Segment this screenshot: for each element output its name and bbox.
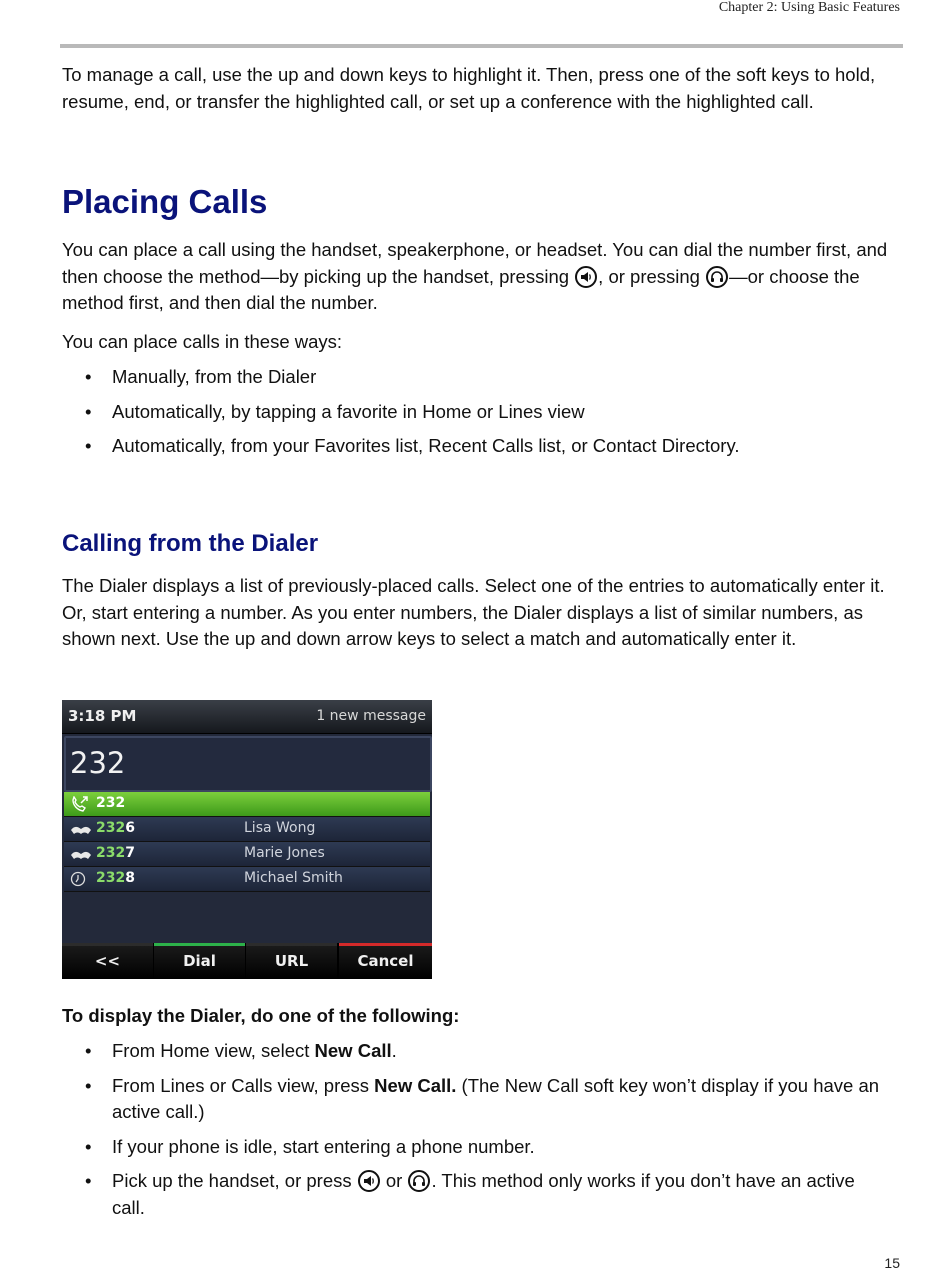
placing-calls-paragraph: You can place a call using the handset, speakerphone, or headset. You can dial the number first, and then choose the method—by picking up the handset, pressing , or pressing —or choose the method first, and then dial the number. <box>62 239 888 313</box>
ways-list <box>85 364 885 460</box>
speakerphone-key-icon <box>358 1170 380 1192</box>
dialer-match-row[interactable]: 2327 Marie Jones <box>64 842 430 867</box>
list-item: • If your phone is idle, start entering a phone number. <box>85 1135 535 1157</box>
dial-entry-value: 232 <box>70 746 126 780</box>
dialer-description: The Dialer displays a list of previously-placed calls. Select one of the entries to automatically enter it. Or, start entering a number. As you enter numbers, the Dialer displays a list of similar numbers, as shown next. Use the up and down arrow keys to select a match and automatically enter it. <box>62 575 885 649</box>
page-number: 15 <box>884 1255 900 1271</box>
placing-calls-heading: Placing Calls <box>62 183 268 220</box>
headset-key-icon <box>706 266 728 288</box>
speakerphone-key-icon <box>575 266 597 288</box>
headset-key-icon <box>408 1170 430 1192</box>
dial-entry-field[interactable] <box>64 736 432 792</box>
intro-paragraph: To manage a call, use the up and down keys to highlight it. Then, press one of the soft keys to hold, resume, end, or transfer the highlighted call, or set up a conference with the highlighted call. <box>62 64 876 112</box>
dialer-match-row[interactable]: 232 <box>64 792 430 817</box>
status-bar <box>62 700 432 734</box>
url-softkey[interactable]: URL <box>246 943 337 979</box>
calling-from-dialer-heading: Calling from the Dialer <box>62 530 319 557</box>
dialer-steps-list <box>85 1038 885 1221</box>
clock-icon <box>70 871 88 891</box>
chapter-header: Chapter 2: Using Basic Features <box>718 0 900 15</box>
status-time: 3:18 PM <box>68 707 137 725</box>
back-softkey[interactable]: << <box>62 943 153 979</box>
contact-book-icon <box>70 846 92 865</box>
header-divider <box>60 44 903 48</box>
cancel-softkey[interactable]: Cancel <box>339 943 432 979</box>
dial-softkey[interactable]: Dial <box>154 943 245 979</box>
softkey-bar <box>62 943 432 979</box>
list-item: • Automatically, from your Favorites list, Recent Calls list, or Contact Directory. <box>85 435 740 456</box>
dialer-screenshot <box>62 700 432 979</box>
list-item: • Pick up the handset, or press or . This method only works if you don’t have an active call. <box>85 1170 855 1218</box>
ways-intro: You can place calls in these ways: <box>62 331 343 352</box>
list-item: • From Home view, select New Call. <box>85 1040 397 1061</box>
call-outgoing-icon <box>70 796 90 817</box>
dialer-steps-heading: To display the Dialer, do one of the following: <box>62 1005 460 1026</box>
status-message: 1 new message <box>316 708 426 724</box>
list-item: • Manually, from the Dialer <box>85 366 317 387</box>
dialer-match-row[interactable]: 2326 Lisa Wong <box>64 817 430 842</box>
list-item: • Automatically, by tapping a favorite in Home or Lines view <box>85 400 585 422</box>
contact-book-icon <box>70 821 92 840</box>
list-item: • From Lines or Calls view, press New Call. (The New Call soft key won’t display if you have an active call.) <box>85 1074 880 1122</box>
dialer-match-row[interactable]: 2328 Michael Smith <box>64 867 430 892</box>
